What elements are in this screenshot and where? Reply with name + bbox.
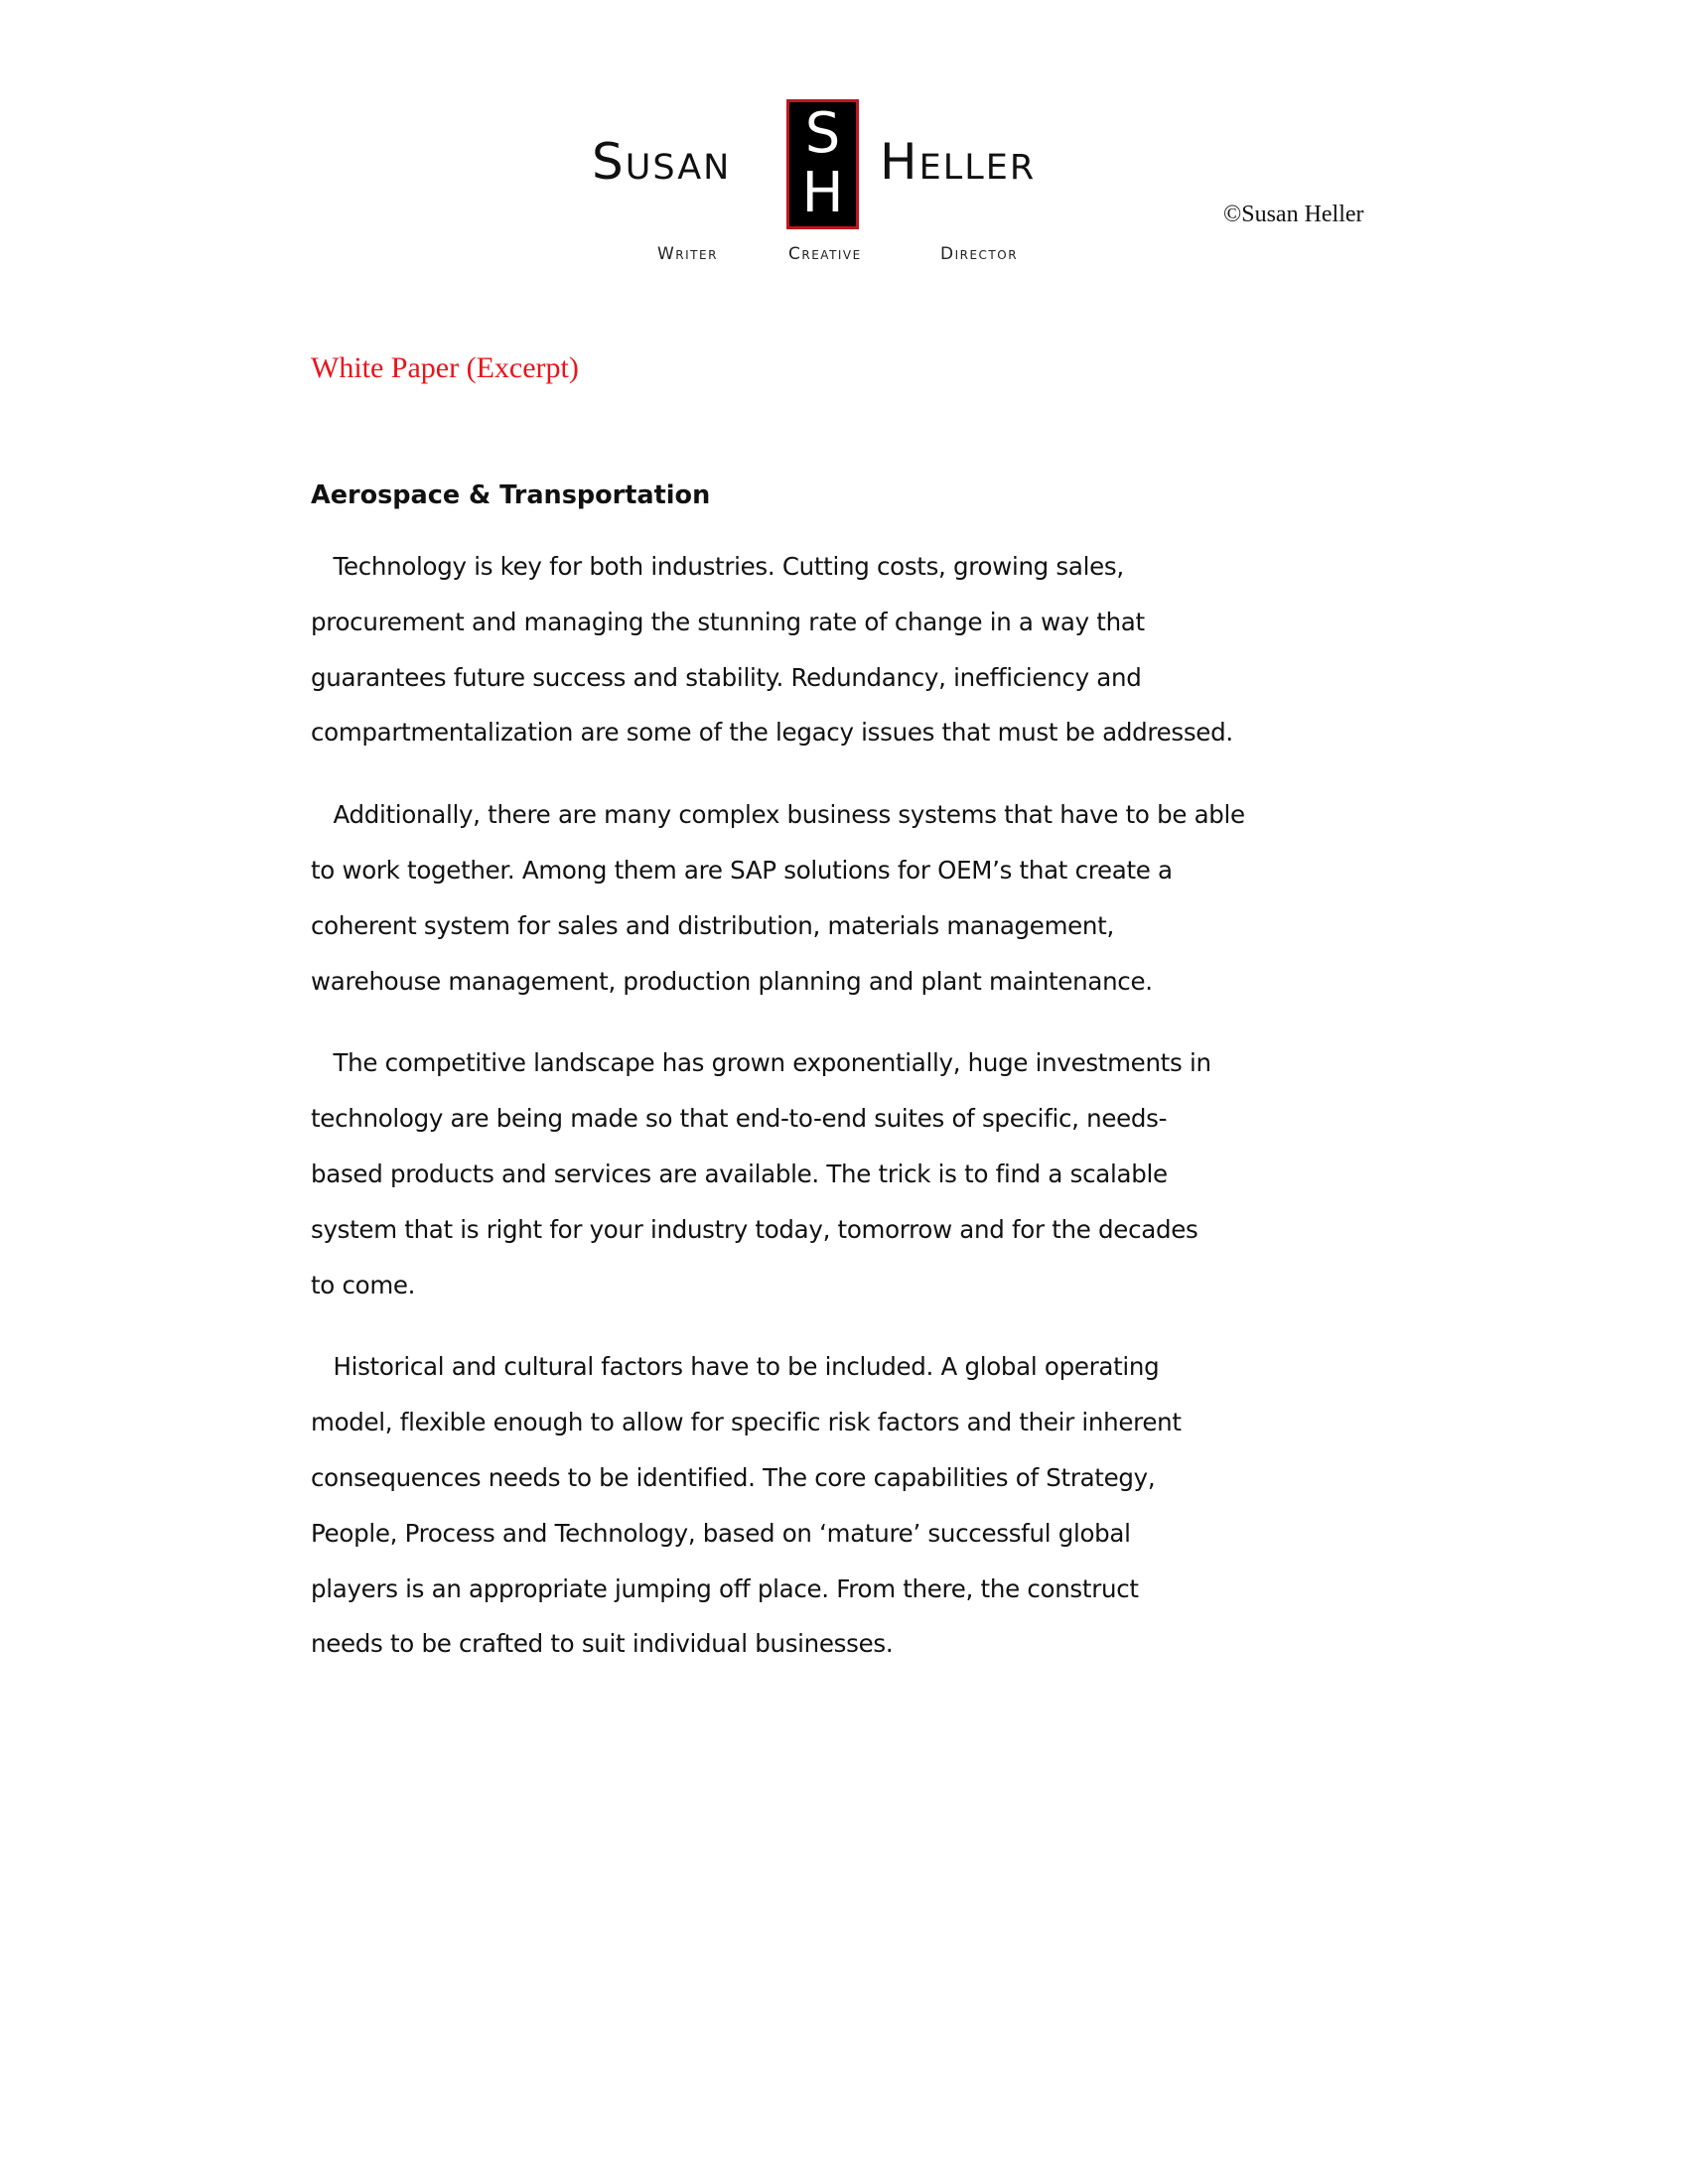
paragraph-line: The competitive landscape has grown exponentially, huge investments in bbox=[311, 1048, 1211, 1078]
paragraph-line: coherent system for sales and distribution, materials management, bbox=[311, 910, 1114, 940]
logo-tagline-director: Director bbox=[940, 244, 1019, 264]
logo-first-name: Susan bbox=[592, 133, 732, 191]
paragraph-line: compartmentalization are some of the legacy issues that must be addressed. bbox=[311, 718, 1233, 748]
copyright-notice: ©Susan Heller bbox=[1223, 202, 1364, 227]
paragraph-line: model, flexible enough to allow for specific risk factors and their inherent bbox=[311, 1408, 1182, 1437]
brand-logo bbox=[586, 95, 1102, 274]
logo-tagline-writer: Writer bbox=[657, 244, 718, 264]
monogram-letter-top: S bbox=[804, 101, 841, 166]
paragraph-line: People, Process and Technology, based on ‘mature’ successful global bbox=[311, 1518, 1131, 1548]
logo-tagline-creative: Creative bbox=[788, 244, 862, 264]
paragraph-line: technology are being made so that end-to-end suites of specific, needs- bbox=[311, 1104, 1168, 1134]
paragraph-line: needs to be crafted to suit individual businesses. bbox=[311, 1629, 894, 1659]
paragraph bbox=[311, 1035, 1294, 1312]
paragraph-line: system that is right for your industry today, tomorrow and for the decades bbox=[311, 1214, 1198, 1244]
paragraph-line: to work together. Among them are SAP solutions for OEM’s that create a bbox=[311, 855, 1173, 885]
paragraph-line: guarantees future success and stability. Redundancy, inefficiency and bbox=[311, 662, 1142, 692]
logo-last-name: Heller bbox=[880, 133, 1037, 191]
paragraph bbox=[311, 1339, 1294, 1672]
monogram-badge bbox=[786, 99, 859, 229]
paragraph-line: consequences needs to be identified. The core capabilities of Strategy, bbox=[311, 1462, 1156, 1492]
paragraph-line: players is an appropriate jumping off place. From there, the construct bbox=[311, 1573, 1139, 1603]
paragraph-line: Additionally, there are many complex business systems that have to be able bbox=[311, 800, 1245, 830]
document-title: White Paper (Excerpt) bbox=[311, 351, 579, 384]
monogram-letter-bottom: H bbox=[801, 161, 844, 225]
paragraph-list bbox=[311, 539, 1294, 1672]
paragraph-line: Technology is key for both industries. Cutting costs, growing sales, bbox=[311, 552, 1124, 581]
paragraph-line: warehouse management, production planning and plant maintenance. bbox=[311, 966, 1153, 996]
section-heading: Aerospace & Transportation bbox=[311, 480, 711, 510]
paragraph-line: based products and services are available. The trick is to find a scalable bbox=[311, 1159, 1168, 1188]
paragraph bbox=[311, 539, 1294, 760]
paragraph bbox=[311, 787, 1294, 1009]
paragraph-line: to come. bbox=[311, 1270, 416, 1299]
paragraph-line: Historical and cultural factors have to be included. A global operating bbox=[311, 1352, 1160, 1382]
paragraph-line: procurement and managing the stunning rate of change in a way that bbox=[311, 607, 1145, 636]
document-body bbox=[311, 475, 1294, 1672]
